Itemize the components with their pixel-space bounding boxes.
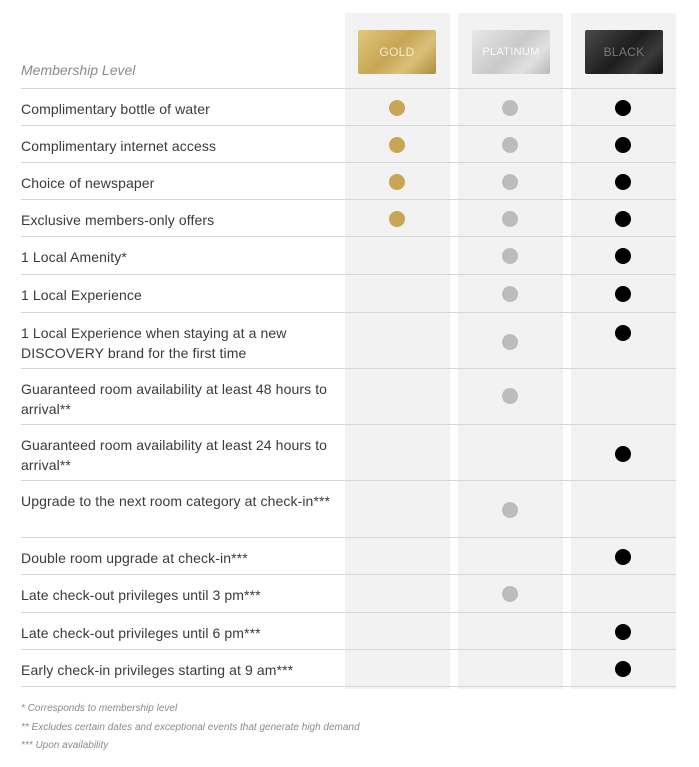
- benefit-label: 1 Local Experience when staying at a new DISCOVERY brand for the first time: [21, 325, 287, 361]
- black-tier-card: [585, 30, 663, 74]
- membership-level-heading: Membership Level: [21, 62, 136, 78]
- gold-included-dot-icon: [389, 100, 405, 116]
- benefit-label: Guaranteed room availability at least 24 hours to arrival**: [21, 437, 328, 473]
- gold-included-dot-icon: [389, 137, 405, 153]
- platinum-included-dot-icon: [502, 286, 518, 302]
- black-included-dot-icon: [615, 325, 631, 341]
- gold-included-dot-icon: [389, 211, 405, 227]
- footnote: *** Upon availability: [21, 740, 109, 751]
- table-row: [21, 199, 676, 236]
- black-included-dot-icon: [615, 211, 631, 227]
- platinum-included-dot-icon: [502, 100, 518, 116]
- benefit-label: Early check-in privileges starting at 9 am***: [21, 662, 294, 678]
- table-row: [21, 537, 676, 574]
- benefit-label: Exclusive members-only offers: [21, 212, 215, 228]
- table-row: [21, 368, 676, 424]
- platinum-included-dot-icon: [502, 174, 518, 190]
- table-row: [21, 236, 676, 274]
- gold-tier-label: GOLD: [379, 45, 415, 59]
- benefit-label: Guaranteed room availability at least 48 hours to arrival**: [21, 381, 328, 417]
- platinum-included-dot-icon: [502, 502, 518, 518]
- benefit-label: Late check-out privileges until 3 pm***: [21, 587, 261, 603]
- black-included-dot-icon: [615, 174, 631, 190]
- benefit-label: 1 Local Experience: [21, 287, 142, 303]
- table-row: [21, 424, 676, 480]
- platinum-included-dot-icon: [502, 248, 518, 264]
- black-included-dot-icon: [615, 248, 631, 264]
- black-included-dot-icon: [615, 549, 631, 565]
- table-row: [21, 480, 676, 537]
- black-included-dot-icon: [615, 137, 631, 153]
- table-row: [21, 612, 676, 649]
- platinum-included-dot-icon: [502, 388, 518, 404]
- black-included-dot-icon: [615, 661, 631, 677]
- footnotes: [21, 700, 360, 756]
- table-row: [21, 125, 676, 162]
- footnote: ** Excludes certain dates and exceptional events that generate high demand: [21, 721, 360, 733]
- black-included-dot-icon: [615, 100, 631, 116]
- benefit-label: Complimentary internet access: [21, 138, 217, 154]
- table-row: [21, 88, 676, 125]
- table-row: [21, 162, 676, 199]
- platinum-tier-label: PLATINUM: [482, 46, 540, 58]
- platinum-included-dot-icon: [502, 586, 518, 602]
- table-row: [21, 574, 676, 612]
- benefit-label: Late check-out privileges until 6 pm***: [21, 625, 261, 641]
- benefit-label: Upgrade to the next room category at check-in***: [21, 493, 331, 509]
- gold-tier-card: [358, 30, 436, 74]
- table-row: [21, 649, 676, 687]
- benefits-table: [21, 88, 676, 687]
- black-included-dot-icon: [615, 624, 631, 640]
- benefit-label: Double room upgrade at check-in***: [21, 550, 248, 566]
- black-tier-label: BLACK: [603, 45, 645, 59]
- platinum-included-dot-icon: [502, 334, 518, 350]
- footnote: * Corresponds to membership level: [21, 703, 178, 714]
- black-included-dot-icon: [615, 286, 631, 302]
- platinum-included-dot-icon: [502, 137, 518, 153]
- platinum-tier-card: [472, 30, 550, 74]
- table-row: [21, 312, 676, 368]
- platinum-included-dot-icon: [502, 211, 518, 227]
- benefit-label: Choice of newspaper: [21, 175, 155, 191]
- black-included-dot-icon: [615, 446, 631, 462]
- gold-included-dot-icon: [389, 174, 405, 190]
- benefit-label: Complimentary bottle of water: [21, 101, 210, 117]
- table-row: [21, 274, 676, 312]
- benefit-label: 1 Local Amenity*: [21, 249, 127, 265]
